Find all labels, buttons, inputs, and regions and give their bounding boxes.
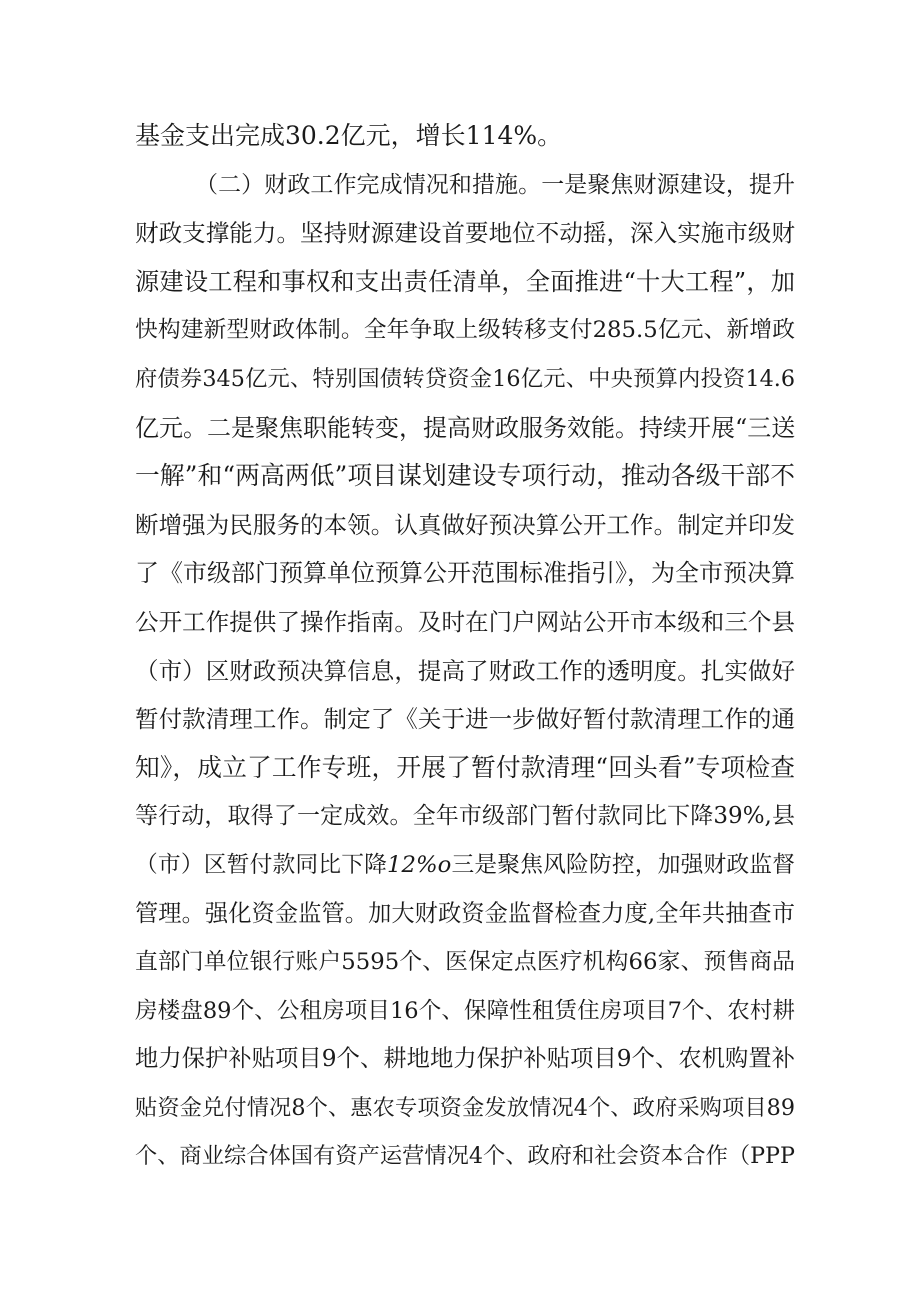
text-line-4: 源建设工程和事权和支出责任清单，全面推进“十大工程”，加 xyxy=(135,266,795,296)
text-line-15: 等行动，取得了一定成效。全年市级部门暂付款同比下降39%,县 xyxy=(135,803,795,830)
text-line-16 xyxy=(135,841,795,890)
text-line-22: 个、商业综合体国有资产运营情况4个、政府和社会资本合作（PPP xyxy=(135,1143,795,1170)
text-line-3: 财政支撑能力。坚持财源建设首要地位不动摇，深入实施市级财 xyxy=(135,219,795,248)
text-line-21: 贴资金兑付情况8个、惠农专项资金发放情况4个、政府采购项目89 xyxy=(135,1094,795,1121)
text-line-9: 断增强为民服务的本领。认真做好预决算公开工作。制定并印发 xyxy=(135,510,795,539)
text-line-16-italic: 12%o xyxy=(387,851,452,878)
text-line-16-before: （市）区暂付款同比下降 xyxy=(135,851,388,878)
text-line-1: 基金支出完成30.2亿元，增长114%。 xyxy=(135,121,563,150)
text-line-2: （二）财政工作完成情况和措施。一是聚焦财源建设，提升 xyxy=(195,171,795,198)
text-line-20: 地力保护补贴项目9个、耕地地力保护补贴项目9个、农机购置补 xyxy=(135,1045,795,1073)
document-body xyxy=(135,112,795,1181)
text-line-7: 亿元。二是聚焦职能转变，提高财政服务效能。持续开展“三送 xyxy=(135,413,796,442)
text-line-10: 了《市级部门预算单位预算公开范围标准指引》，为全市预决算 xyxy=(135,559,795,588)
text-line-8: 一解”和“两高两低”项目谋划建设专项行动，推动各级干部不 xyxy=(135,461,795,491)
text-line-11: 公开工作提供了操作指南。及时在门户网站公开市本级和三个县 xyxy=(135,607,795,636)
text-line-17: 管理。强化资金监管。加大财政资金监督检查力度,全年共抽查市 xyxy=(135,899,795,927)
text-line-13: 暂付款清理工作。制定了《关于进一步做好暂付款清理工作的通 xyxy=(135,705,795,734)
text-line-5: 快构建新型财政体制。全年争取上级转移支付285.5亿元、新增政 xyxy=(135,317,795,344)
text-line-6: 府债券345亿元、特别国债转贷资金16亿元、中央预算内投资14.6 xyxy=(135,365,795,392)
text-line-14: 知》，成立了工作专班，开展了暂付款清理“回头看”专项检查 xyxy=(135,752,795,782)
text-line-18: 直部门单位银行账户5595个、医保定点医疗机构66家、预售商品 xyxy=(135,949,795,976)
text-line-19: 房楼盘89个、公租房项目16个、保障性租赁住房项目7个、农村耕 xyxy=(135,997,795,1024)
text-line-16-after: 三是聚焦风险防控，加强财政监督 xyxy=(451,851,796,878)
text-line-12: （市）区财政预决算信息，提高了财政工作的透明度。扎实做好 xyxy=(135,656,795,685)
